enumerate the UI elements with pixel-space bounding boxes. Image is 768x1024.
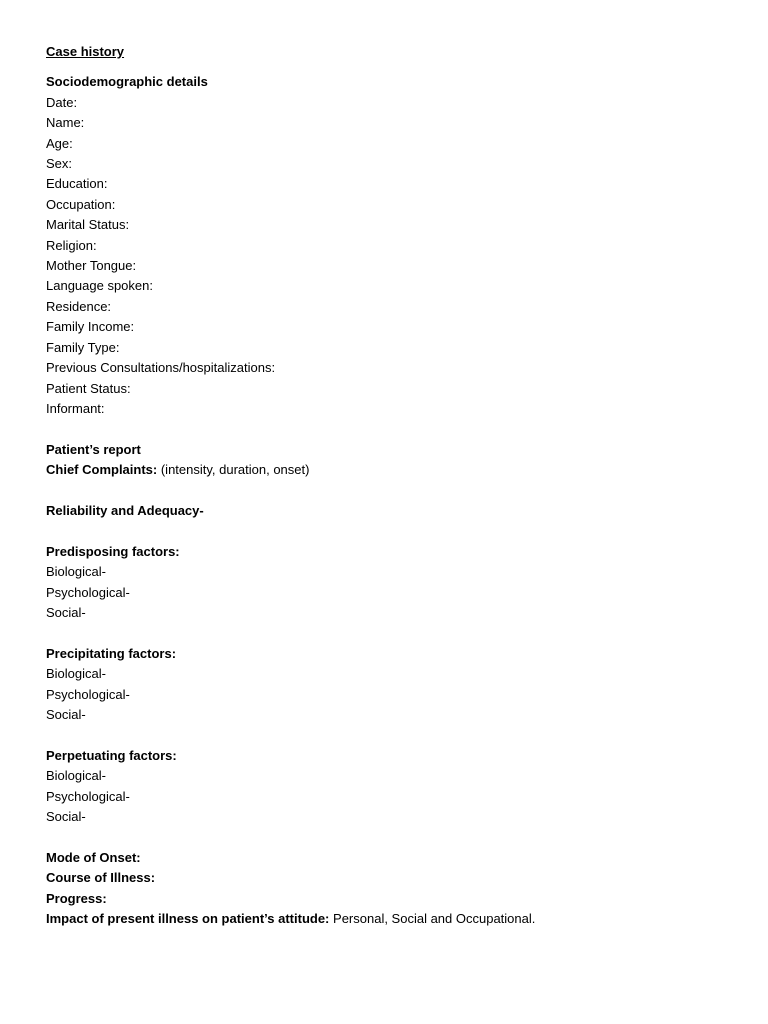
precipitating-psychological: Psychological- — [46, 686, 130, 702]
field-occupation: Occupation: — [46, 196, 116, 212]
precipitating-biological: Biological- — [46, 666, 106, 682]
spacer — [46, 481, 736, 501]
chief-complaints-label: Chief Complaints: — [46, 462, 158, 478]
precipitating-social: Social- — [46, 706, 86, 722]
mode-of-onset: Mode of Onset: — [46, 849, 141, 865]
predisposing-social: Social- — [46, 604, 86, 620]
perpetuating-biological: Biological- — [46, 768, 106, 784]
sociodemographic-heading: Sociodemographic details — [46, 74, 208, 90]
progress: Progress: — [46, 890, 107, 906]
perpetuating-psychological: Psychological- — [46, 788, 130, 804]
field-informant: Informant: — [46, 400, 105, 416]
course-of-illness: Course of Illness: — [46, 870, 156, 886]
document-page — [46, 42, 736, 929]
precipitating-heading: Precipitating factors: — [46, 645, 177, 661]
document-title: Case history — [46, 44, 125, 59]
field-mother-tongue: Mother Tongue: — [46, 258, 137, 274]
field-name: Name: — [46, 115, 85, 131]
perpetuating-heading: Perpetuating factors: — [46, 747, 177, 763]
impact-line — [46, 909, 736, 929]
impact-value: Personal, Social and Occupational. — [329, 910, 536, 926]
field-language-spoken: Language spoken: — [46, 278, 153, 294]
chief-complaints-note: (intensity, duration, onset) — [157, 462, 310, 478]
spacer — [46, 419, 736, 439]
field-family-income: Family Income: — [46, 319, 135, 335]
field-date: Date: — [46, 94, 78, 110]
predisposing-psychological: Psychological- — [46, 584, 130, 600]
field-sex: Sex: — [46, 156, 73, 172]
spacer — [46, 623, 736, 643]
spacer — [46, 827, 736, 847]
field-age: Age: — [46, 135, 73, 151]
impact-label: Impact of present illness on patient’s attitude: — [46, 910, 330, 926]
field-patient-status: Patient Status: — [46, 380, 131, 396]
field-marital-status: Marital Status: — [46, 217, 130, 233]
perpetuating-social: Social- — [46, 808, 86, 824]
field-religion: Religion: — [46, 237, 97, 253]
field-education: Education: — [46, 176, 108, 192]
predisposing-heading: Predisposing factors: — [46, 543, 180, 559]
chief-complaints-line — [46, 460, 736, 480]
spacer — [46, 521, 736, 541]
predisposing-biological: Biological- — [46, 564, 106, 580]
field-family-type: Family Type: — [46, 339, 120, 355]
field-residence: Residence: — [46, 298, 112, 314]
field-previous-consultations: Previous Consultations/hospitalizations: — [46, 360, 276, 376]
spacer — [46, 725, 736, 745]
patient-report-heading: Patient’s report — [46, 441, 141, 457]
reliability-heading: Reliability and Adequacy- — [46, 502, 204, 518]
